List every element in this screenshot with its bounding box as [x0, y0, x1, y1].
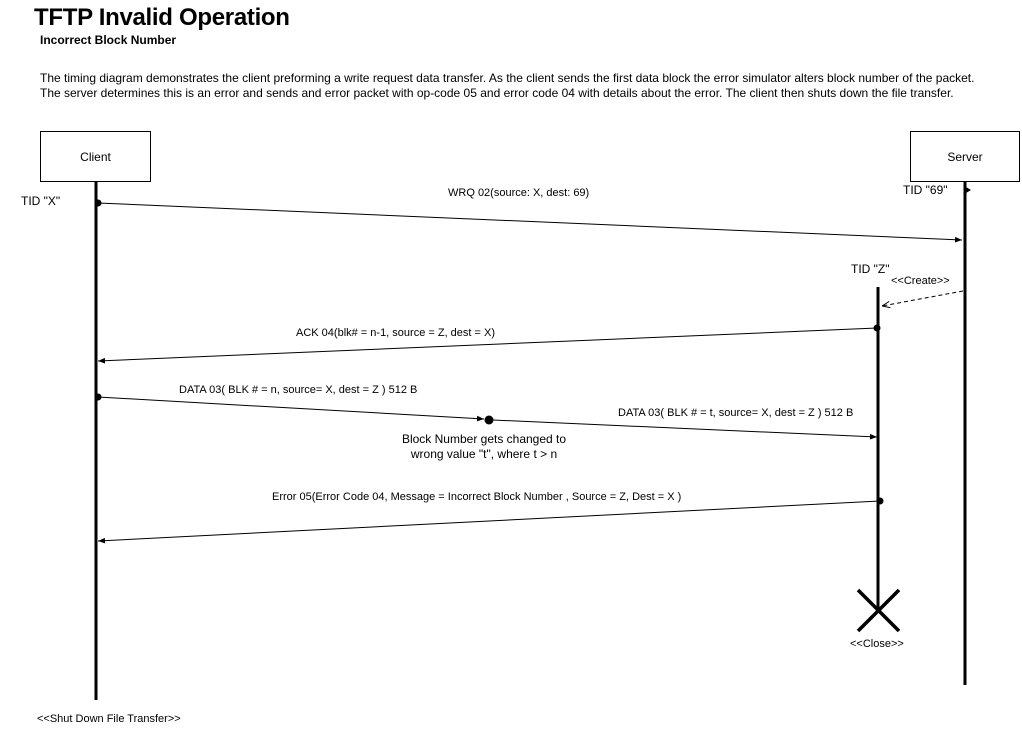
server-tid-tick	[966, 187, 971, 193]
data-altered-message-label: DATA 03( BLK # = t, source= X, dest = Z ) 512 B	[618, 407, 854, 419]
block-change-note-line-1: Block Number gets changed to	[401, 432, 567, 446]
server-participant-box	[910, 131, 1020, 182]
block-change-note	[389, 432, 579, 462]
data-sent-message-label: DATA 03( BLK # = n, source= X, dest = Z ) 512 B	[179, 384, 418, 396]
error-arrow	[98, 501, 880, 541]
data-origin-dot	[95, 394, 102, 401]
error-message-label: Error 05(Error Code 04, Message = Incorrect Block Number , Source = Z, Dest = X )	[272, 491, 682, 503]
diagram-subtitle: Incorrect Block Number	[40, 33, 177, 47]
error-origin-dot	[877, 498, 884, 505]
wrq-arrow	[98, 203, 962, 240]
client-tid-label: TID "X"	[21, 194, 61, 208]
description-line-2: The server determines this is an error and sends and error packet with op-code 05 and error code 04 with details about the error. The client then shuts down the file transfer.	[40, 86, 954, 100]
server-participant-label: Server	[947, 149, 983, 164]
thread-tid-label: TID "Z"	[851, 262, 890, 276]
data-sent-arrow	[98, 397, 484, 419]
shutdown-label: <<Shut Down File Transfer>>	[37, 713, 181, 725]
close-label: <<Close>>	[850, 638, 904, 650]
diagram-title: TFTP Invalid Operation	[34, 4, 290, 31]
wrq-origin-dot	[95, 200, 102, 207]
create-label: <<Create>>	[891, 275, 950, 287]
create-arrow	[882, 291, 963, 306]
client-participant-box	[40, 131, 151, 182]
wrq-message-label: WRQ 02(source: X, dest: 69)	[448, 187, 590, 199]
description-line-1: The timing diagram demonstrates the client preforming a write request data transfer. As the client sends the first data block the error simulator alters block number of the packet.	[40, 71, 975, 85]
ack-message-label: ACK 04(blk# = n-1, source = Z, dest = X)	[296, 327, 496, 339]
server-tid-label: TID "69"	[903, 183, 948, 197]
ack-origin-dot	[874, 325, 881, 332]
data-intercept-dot	[485, 416, 494, 425]
client-participant-label: Client	[80, 149, 111, 164]
block-change-note-line-2: wrong value "t", where t > n	[410, 447, 558, 461]
